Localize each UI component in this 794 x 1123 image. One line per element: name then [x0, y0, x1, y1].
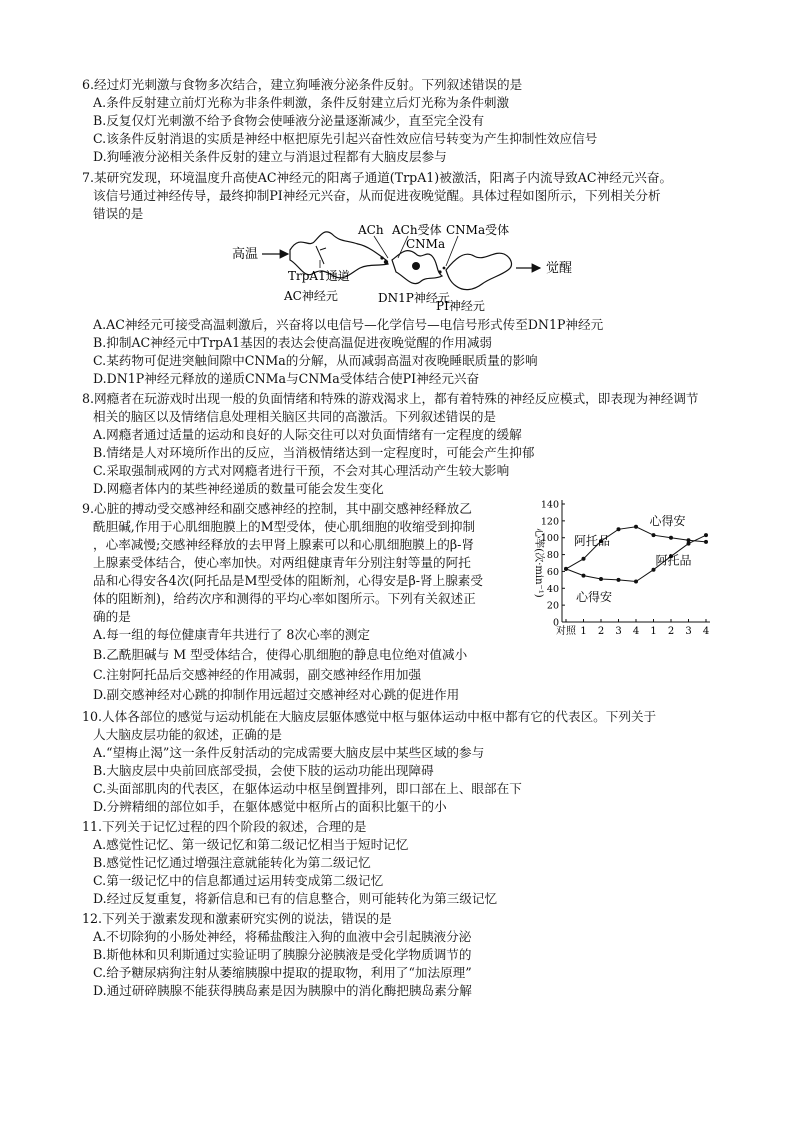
- q11-option-c: C.第一级记忆中的信息都通过运用转变成第二级记忆: [93, 873, 384, 888]
- x-tick-label: 2: [597, 626, 605, 637]
- trpa1-label: TrpA1通道: [288, 269, 350, 283]
- q9-option-a: A.每一组的每位健康青年共进行了 8次心率的测定: [93, 627, 370, 642]
- q9-stem-line3: ，心率减慢;交感神经释放的去甲肾上腺素可以和心肌细胞膜上的β-肾: [93, 537, 474, 552]
- q8-stem-line2: 相关的脑区以及情绪信息处理相关脑区共同的高激活。下列叙述错误的是: [93, 409, 496, 424]
- q9-option-b: B.乙酰胆碱与 M 型受体结合，使得心肌细胞的静息电位绝对值减小: [93, 647, 468, 662]
- q9-stem-line7: 确的是: [93, 609, 131, 624]
- data-point: [582, 574, 586, 578]
- q7-stem-line1: 7.某研究发现，环境温度升高使AC神经元的阳离子通道(TrpA1)被激活，阳离子内流导致AC神经元兴奋。: [82, 170, 673, 185]
- atropine-label-lower: 阿托品: [655, 553, 692, 568]
- q6-stem: 6.经过灯光刺激与食物多次结合，建立狗唾液分泌条件反射。下列叙述错误的是: [82, 77, 523, 92]
- q7-option-b: B.抑制AC神经元中TrpA1基因的表达会使高温促进夜晚觉醒的作用减弱: [93, 335, 493, 350]
- data-point: [669, 536, 673, 540]
- q8-option-a: A.网瘾者通过适量的运动和良好的人际交往可以对负面情绪有一定程度的缓解: [93, 427, 522, 442]
- q12-option-c: C.给予糖尿病狗注射从萎缩胰腺中提取的提取物，利用了“加法原理”: [93, 965, 472, 980]
- q9-option-d: D.副交感神经对心跳的抑制作用远超过交感神经对心跳的促进作用: [93, 687, 460, 702]
- cnma-receptor-label: CNMa受体: [446, 223, 510, 237]
- q10-stem-line2: 人大脑皮层功能的叙述，正确的是: [93, 727, 282, 742]
- data-point: [652, 568, 656, 572]
- q9-stem-line5: 品和心得安各4次(阿托品是M型受体的阻断剂，心得安是β-肾上腺素受: [93, 573, 483, 588]
- q12-option-b: B.斯他林和贝利斯通过实验证明了胰腺分泌胰液是受化学物质调节的: [93, 947, 472, 962]
- q11-stem: 11.下列关于记忆过程的四个阶段的叙述，合理的是: [82, 819, 367, 834]
- y-tick-label: 120: [540, 516, 559, 528]
- data-point: [634, 525, 638, 529]
- q9-option-c: C.注射阿托品后交感神经的作用减弱，副交感神经作用加强: [93, 667, 422, 682]
- q12-option-a: A.不切除狗的小肠处神经，将稀盐酸注入狗的血液中会引起胰液分泌: [93, 929, 472, 944]
- q10-option-d: D.分辨精细的部位如手，在躯体感觉中枢所占的面积比躯干的小: [93, 799, 447, 814]
- q7-option-c: C.某药物可促进突触间隙中CNMa的分解，从而减弱高温对夜晚睡眠质量的影响: [93, 353, 538, 368]
- data-point: [599, 577, 603, 581]
- q9-stem-line4: 上腺素受体结合，使心率加快。对两组健康青年分别注射等量的阿托: [93, 555, 471, 570]
- q6-option-c: C.该条件反射消退的实质是神经中枢把原先引起兴奋性效应信号转变为产生抑制性效应信号: [93, 131, 598, 146]
- x-tick-label: 2: [667, 626, 675, 637]
- q12-option-d: D.通过研碎胰腺不能获得胰岛素是因为胰腺中的消化酶把胰岛素分解: [93, 983, 472, 998]
- q6-option-a: A.条件反射建立前灯光称为非条件刺激，条件反射建立后灯光称为条件刺激: [93, 95, 510, 110]
- q8-option-c: C.采取强制戒网的方式对网瘾者进行干预，不会对其心理活动产生较大影响: [93, 463, 510, 478]
- y-axis-label: 心率(次·min⁻¹): [533, 528, 544, 598]
- ac-neuron-label: AC神经元: [284, 289, 338, 303]
- q9-stem-line6: 体的阻断剂)，给药次序和测得的平均心率如图所示。下列有关叙述正: [93, 591, 476, 606]
- gaowen-label: 高温: [232, 247, 259, 262]
- data-point: [704, 533, 708, 537]
- pi-neuron-label: PI神经元: [436, 299, 485, 312]
- q7-stem-line2: 该信号通过神经传导，最终抑制PI神经元兴奋，从而促进夜晚觉醒。具体过程如图所示，下列相关分析: [93, 188, 661, 203]
- ach-label: ACh: [358, 223, 384, 237]
- x-tick-label: 4: [702, 626, 710, 637]
- x-tick-label: 1: [580, 626, 587, 637]
- cnma-label: CNMa: [406, 237, 446, 251]
- data-point: [687, 542, 691, 546]
- q9-stem-line1: 9.心脏的搏动受交感神经和副交感神经的控制，其中副交感神经释放乙: [82, 501, 472, 516]
- q6-option-b: B.反复仅灯光刺激不给予食物会使唾液分泌量逐渐减少，直至完全没有: [93, 113, 485, 128]
- q9-stem-line2: 酰胆碱,作用于心肌细胞膜上的M型受体，使心肌细胞的收缩受到抑制: [93, 519, 476, 534]
- heart-rate-chart: [522, 494, 722, 644]
- x-tick-label: 1: [650, 626, 657, 637]
- x-tick-label: 4: [632, 626, 640, 637]
- propranolol-label-upper: 心得安: [649, 514, 686, 529]
- q10-option-c: C.头面部肌肉的代表区，在躯体运动中枢呈倒置排列，即口部在上、眼部在下: [93, 781, 522, 796]
- y-tick-label: 0: [552, 617, 559, 629]
- x-tick-label: 3: [615, 626, 622, 637]
- y-tick-label: 100: [540, 533, 559, 545]
- y-tick-label: 40: [546, 583, 559, 595]
- q11-option-a: A.感觉性记忆、第一级记忆和第二级记忆相当于短时记忆: [93, 837, 409, 852]
- data-point: [617, 578, 621, 582]
- data-point: [617, 527, 621, 531]
- q10-stem-line1: 10.人体各部位的感觉与运动机能在大脑皮层躯体感觉中枢与躯体运动中枢中都有它的代表区。下列关于: [82, 709, 657, 724]
- q10-option-b: B.大脑皮层中央前回底部受损，会使下肢的运动功能出现障碍: [93, 763, 434, 778]
- q7-stem-line3: 错误的是: [93, 206, 144, 221]
- q11-option-d: D.经过反复重复，将新信息和已有的信息整合，则可能转化为第三级记忆: [93, 891, 498, 906]
- awake-label: 觉醒: [546, 261, 573, 276]
- y-tick-label: 60: [546, 566, 559, 578]
- q10-option-a: A.“望梅止渴”这一条件反射活动的完成需要大脑皮层中某些区域的参与: [93, 745, 485, 760]
- q12-stem: 12.下列关于激素发现和激素研究实例的说法，错误的是: [82, 911, 392, 926]
- propranolol-label-lower: 心得安: [576, 590, 613, 605]
- data-point: [704, 540, 708, 544]
- atropine-label-upper: 阿托品: [574, 533, 611, 548]
- data-point: [582, 557, 586, 561]
- x-tick-label: 3: [685, 626, 692, 637]
- data-point: [652, 533, 656, 537]
- q7-option-a: A.AC神经元可接受高温刺激后，兴奋将以电信号—化学信号—电信号形式传至DN1P神经元: [93, 317, 604, 332]
- q8-option-b: B.情绪是人对环境所作出的反应，当消极情绪达到一定程度时，可能会产生抑郁: [93, 445, 535, 460]
- y-tick-label: 80: [546, 550, 559, 562]
- neuron-pathway-diagram: [228, 220, 588, 312]
- ach-receptor-label: ACh受体: [392, 223, 442, 237]
- y-tick-label: 140: [540, 499, 559, 511]
- x-tick-label: 对照: [556, 626, 576, 637]
- q6-option-d: D.狗唾液分泌相关条件反射的建立与消退过程都有大脑皮层参与: [93, 149, 447, 164]
- q11-option-b: B.感觉性记忆通过增强注意就能转化为第二级记忆: [93, 855, 371, 870]
- data-point: [564, 567, 568, 571]
- q7-option-d: D.DN1P神经元释放的递质CNMa与CNMa受体结合使PI神经元兴奋: [93, 371, 480, 386]
- q8-stem-line1: 8.网瘾者在玩游戏时出现一般的负面情绪和特殊的游戏渴求上，都有着特殊的神经反应模式，即表现为神经调节: [82, 391, 699, 406]
- q8-option-d: D.网瘾者体内的某些神经递质的数量可能会发生变化: [93, 481, 384, 496]
- y-tick-label: 20: [546, 600, 559, 612]
- pi-neuron: [446, 253, 511, 289]
- data-point: [634, 580, 638, 584]
- dn1p-neuron-label: DN1P神经元: [378, 291, 450, 305]
